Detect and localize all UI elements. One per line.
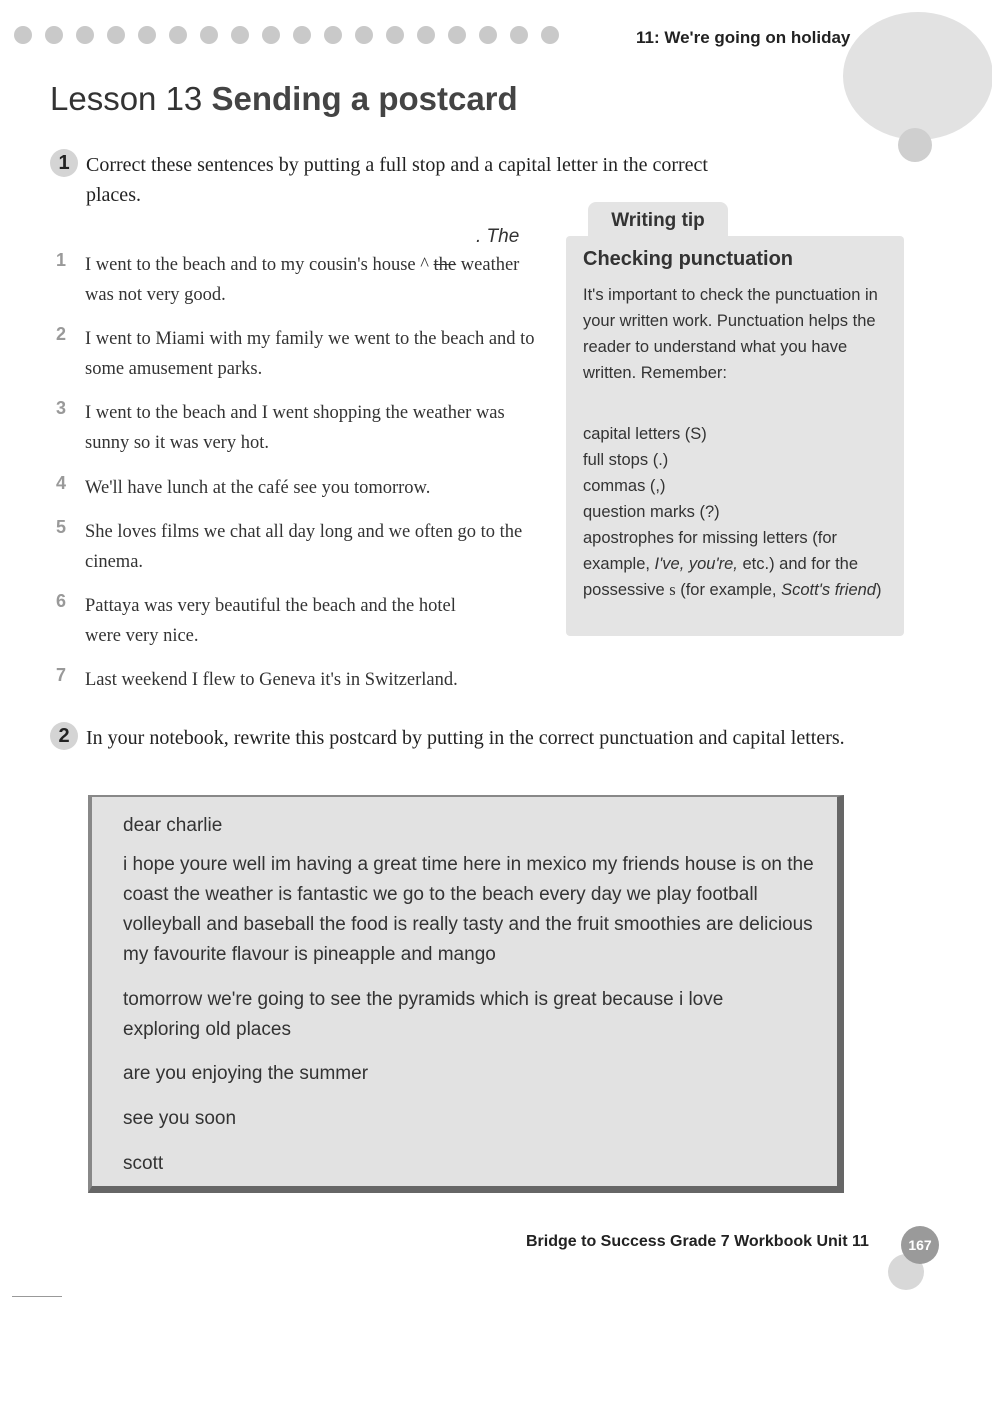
tip-list-item: commas (,): [583, 477, 666, 495]
item-text: Pattaya was very beautiful the beach and the hotel were very nice.: [85, 596, 456, 646]
item-number: 1: [56, 250, 67, 270]
postcard-signoff: scott: [123, 1153, 164, 1174]
tip-list-item: question marks (?): [583, 503, 720, 521]
item-number: 7: [56, 665, 67, 685]
lesson-number: Lesson 13: [50, 80, 203, 117]
postcard-paragraph: see you soon: [123, 1108, 237, 1129]
item-number: 3: [56, 398, 67, 418]
item-text: I went to Miami with my family we went to the beach and to some amusement parks.: [85, 329, 535, 379]
unit-title: 11: We're going on holiday: [636, 28, 851, 47]
item-number: 4: [56, 473, 67, 493]
writing-tip-body: It's important to check the punctuation in your written work. Punctuation helps the reader to understand what you have written. Remember:: [583, 286, 878, 382]
divider: [12, 1296, 62, 1297]
page-number: 167: [901, 1226, 939, 1264]
decorative-dots: [14, 26, 559, 44]
tip-list-item: full stops (.): [583, 451, 669, 469]
item-number: 6: [56, 591, 67, 611]
postcard-greeting: dear charlie: [123, 815, 223, 836]
page-title: [50, 80, 518, 118]
postcard-paragraph: i hope youre well im having a great time here in mexico my friends house is on the coast the weather is fantastic we go to the beach every day we play football volleyball and baseball the food is really tasty and the fruit smoothies are delicious my favourite flavour is pineapple and mango: [123, 854, 814, 965]
exercise-1-instruction: Correct these sentences by putting a full stop and a capital letter in the correct places.: [86, 154, 708, 206]
tip-list-item: apostrophes for missing letters (for example, I've, you're, etc.) and for the possessive s (for example, Scott's friend): [583, 529, 882, 599]
item-text: She loves films we chat all day long and we often go to the cinema.: [85, 522, 523, 572]
writing-tip-heading: Checking punctuation: [583, 248, 793, 270]
exercise-1-badge: 1: [50, 149, 78, 177]
lesson-title: Sending a postcard: [211, 80, 518, 117]
decorative-circle: [843, 12, 992, 140]
item-text: Last weekend I flew to Geneva it's in Switzerland.: [85, 670, 458, 690]
postcard-paragraph: tomorrow we're going to see the pyramids which is great because i love exploring old places: [123, 989, 724, 1040]
decorative-circle-small: [898, 128, 932, 162]
exercise-2-badge: 2: [50, 722, 78, 750]
footer-book-title: Bridge to Success Grade 7 Workbook Unit 11: [526, 1233, 869, 1250]
struck-word: the: [433, 255, 457, 275]
tip-list-item: capital letters (S): [583, 425, 707, 443]
item-text: We'll have lunch at the café see you tomorrow.: [85, 478, 431, 498]
writing-tip-tab: Writing tip: [588, 202, 728, 240]
writing-tip-list: [583, 421, 893, 603]
postcard-paragraph: are you enjoying the summer: [123, 1063, 369, 1084]
item-number: 5: [56, 517, 67, 537]
exercise-2-instruction: In your notebook, rewrite this postcard by putting in the correct punctuation and capital letters.: [86, 727, 845, 749]
item-number: 2: [56, 324, 67, 344]
handwritten-correction: . The: [476, 226, 520, 247]
item-text: I went to the beach and I went shopping the weather was sunny so it was very hot.: [85, 403, 505, 453]
item-text: I went to the beach and to my cousin's house ^ the weather was not very good.: [85, 255, 520, 305]
